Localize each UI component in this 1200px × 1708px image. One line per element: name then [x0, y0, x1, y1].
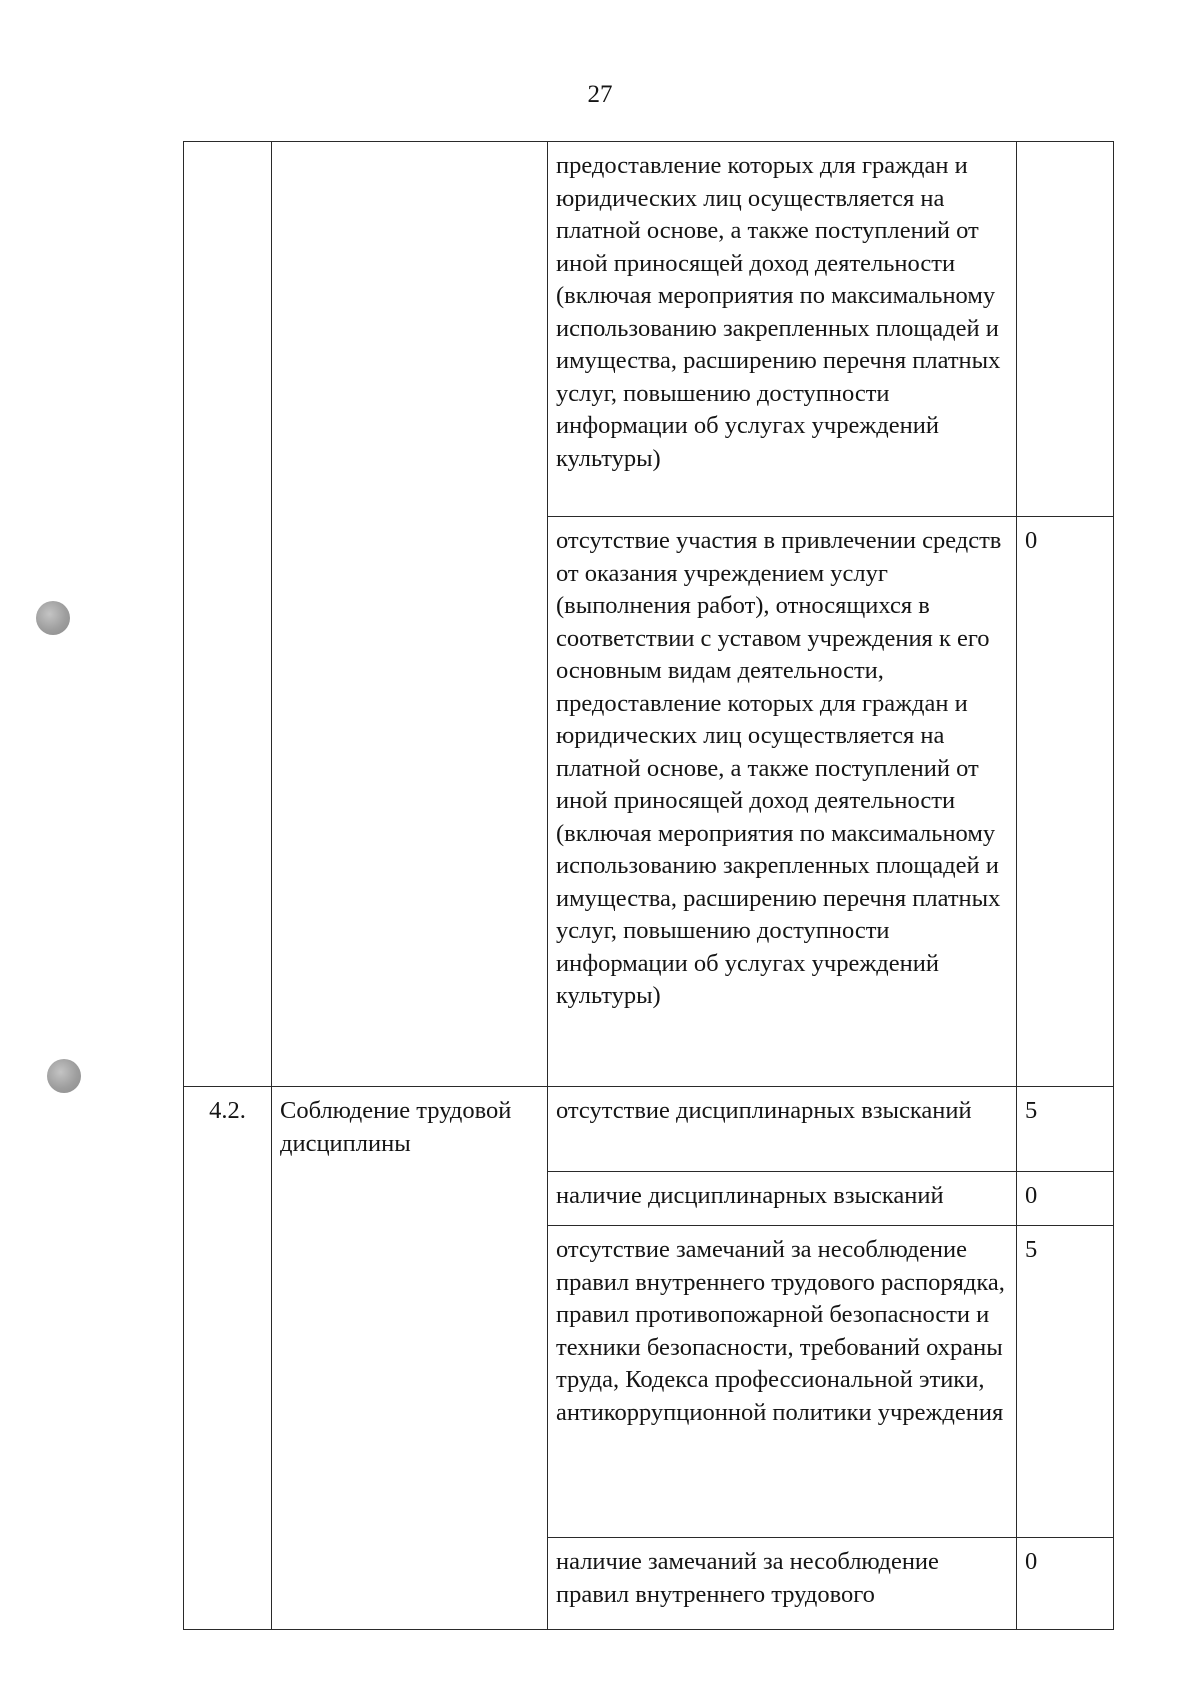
- punch-hole: [47, 1059, 81, 1093]
- score-value: 5: [1017, 1087, 1114, 1172]
- indicator-name: Соблюдение трудовой дисциплины: [272, 1087, 548, 1630]
- table-row: [184, 142, 1114, 517]
- item-number: 4.2.: [184, 1087, 272, 1630]
- score-value: [1017, 142, 1114, 517]
- table-row: [184, 1087, 1114, 1172]
- criterion-text: наличие замечаний за несоблюдение правил внутреннего трудового: [548, 1538, 1017, 1630]
- item-number: [184, 142, 272, 517]
- criteria-table: [183, 141, 1114, 1630]
- item-number: [184, 517, 272, 1087]
- criterion-text: отсутствие замечаний за несоблюдение правил внутреннего трудового распорядка, правил противопожарной безопасности и техники безопасности, требований охраны труда, Кодекса профессиональной этики, антикоррупционной политики учреждения: [548, 1226, 1017, 1538]
- score-value: 5: [1017, 1226, 1114, 1538]
- indicator-name: [272, 142, 548, 517]
- criterion-text: предоставление которых для граждан и юридических лиц осуществляется на платной основе, а также поступлений от иной приносящей доход деятельности (включая мероприятия по максимальному использованию закрепленных площадей и имущества, расширению перечня платных услуг, повышению доступности информации об услугах учреждений культуры): [548, 142, 1017, 517]
- page-number: 27: [587, 81, 613, 108]
- score-value: 0: [1017, 1538, 1114, 1630]
- punch-hole: [36, 601, 70, 635]
- indicator-name: [272, 517, 548, 1087]
- table-row: [184, 517, 1114, 1087]
- score-value: 0: [1017, 1172, 1114, 1226]
- criterion-text: отсутствие дисциплинарных взысканий: [548, 1087, 1017, 1172]
- criterion-text: наличие дисциплинарных взысканий: [548, 1172, 1017, 1226]
- criterion-text: отсутствие участия в привлечении средств от оказания учреждением услуг (выполнения работ), относящихся в соответствии с уставом учреждения к его основным видам деятельности, предоставление которых для граждан и юридических лиц осуществляется на платной основе, а также поступлений от иной приносящей доход деятельности (включая мероприятия по максимальному использованию закрепленных площадей и имущества, расширению перечня платных услуг, повышению доступности информации об услугах учреждений культуры): [548, 517, 1017, 1087]
- score-value: 0: [1017, 517, 1114, 1087]
